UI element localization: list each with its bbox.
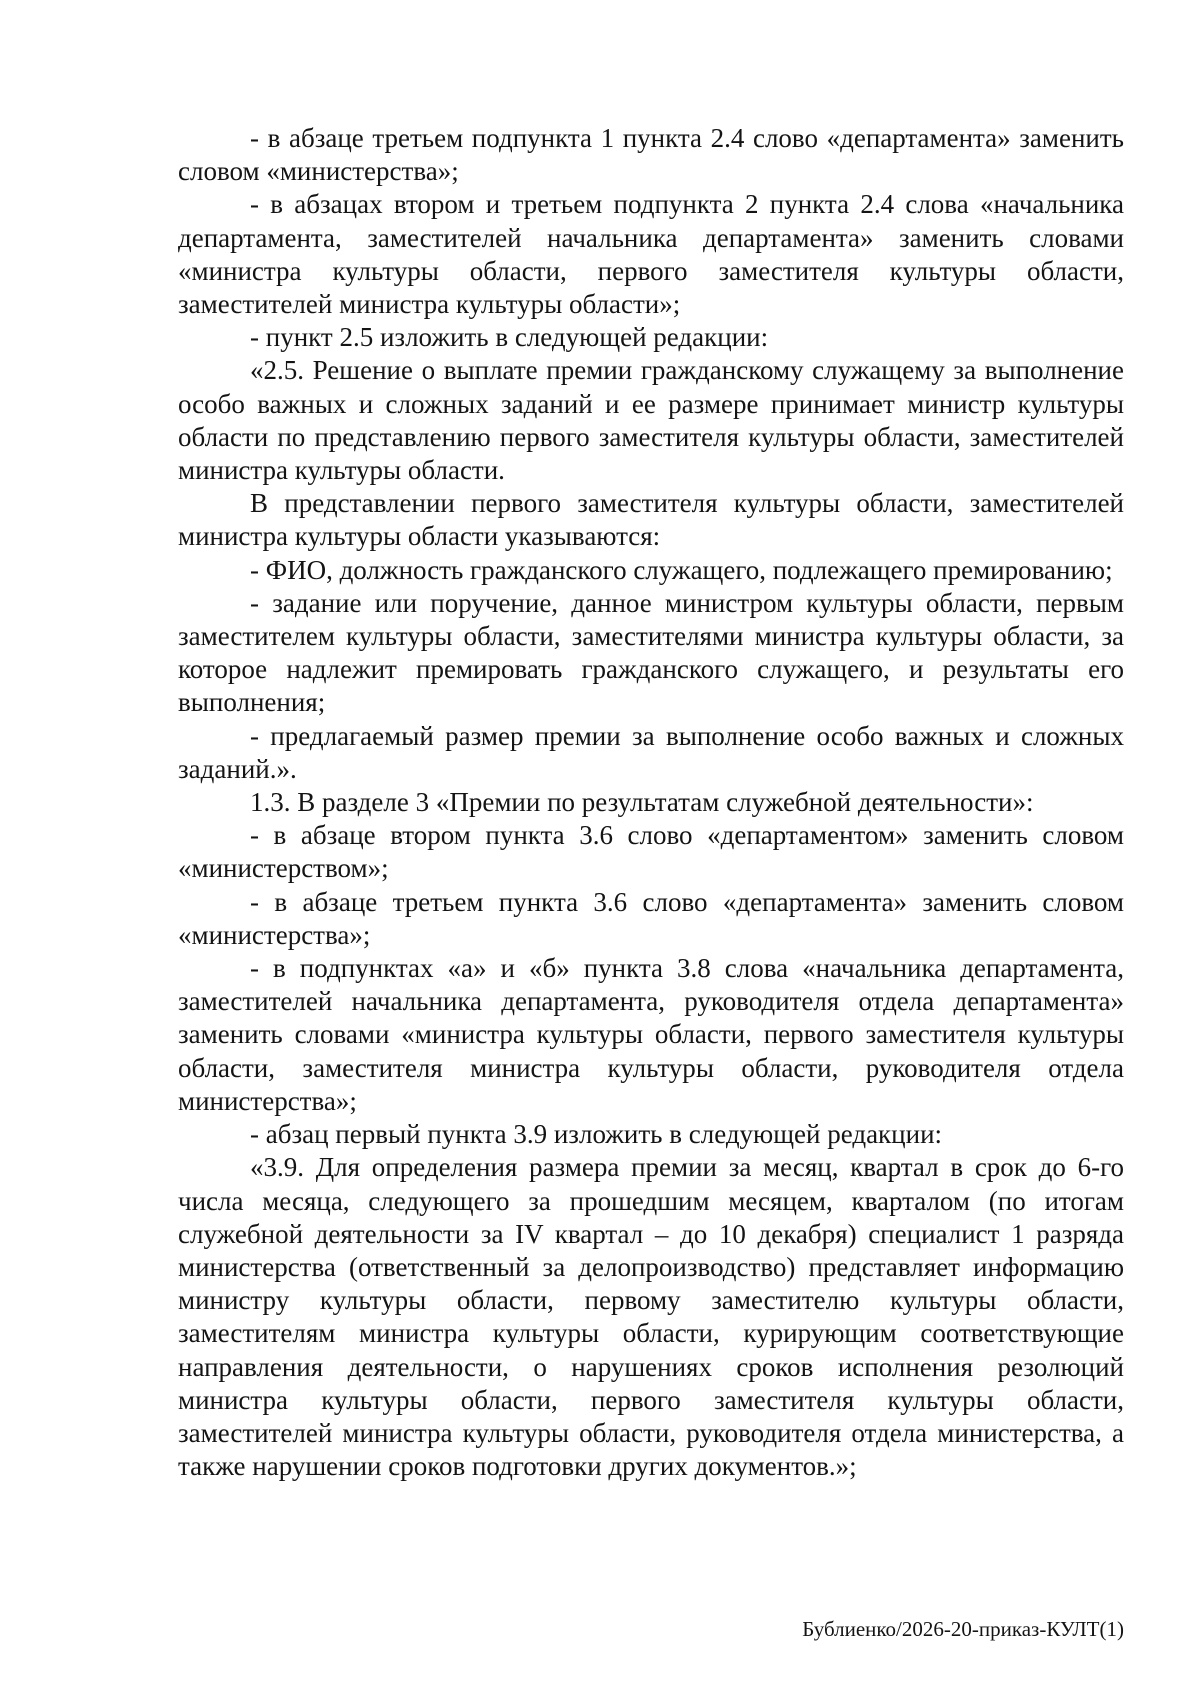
paragraph: - в абзацах втором и третьем подпункта 2 пункта 2.4 слова «начальника департамента, заместителей начальника департамента» заменить словами «министра культуры области, первого заместителя культуры области, заместителей министра культуры области»; (178, 189, 1124, 320)
paragraph: - предлагаемый размер премии за выполнение особо важных и сложных заданий.». (178, 720, 1124, 784)
paragraph: - в абзаце третьем подпункта 1 пункта 2.4 слово «департамента» заменить словом «министерства»; (178, 123, 1124, 187)
paragraph: 1.3. В разделе 3 «Премии по результатам служебной деятельности»: (250, 787, 1034, 818)
document-footer-id: Бублиенко/2026-20-приказ-КУЛТ(1) (802, 1617, 1124, 1641)
paragraph: - абзац первый пункта 3.9 изложить в следующей редакции: (250, 1119, 943, 1150)
paragraph: - в абзаце втором пункта 3.6 слово «департаментом» заменить словом «министерством»; (178, 820, 1124, 884)
paragraph: «2.5. Решение о выплате премии гражданскому служащему за выполнение особо важных и сложных заданий и ее размере принимает министр культуры области по представлению первого заместителя культуры области, заместителей министра культуры области. (178, 355, 1124, 486)
document-body (178, 122, 1124, 1483)
paragraph: - задание или поручение, данное министром культуры области, первым заместителем культуры области, заместителями министра культуры области, за которое надлежит премировать гражданского служащего, и результаты его выполнения; (178, 587, 1124, 718)
paragraph: - в абзаце третьем пункта 3.6 слово «департамента» заменить словом «министерства»; (178, 886, 1124, 950)
paragraph: - в подпунктах «а» и «б» пункта 3.8 слова «начальника департамента, заместителей начальника департамента, руководителя отдела департамента» заменить словами «министра культуры области, первого заместителя культуры области, заместителя министра культуры области, руководителя отдела министерства»; (178, 953, 1124, 1116)
paragraph: В представлении первого заместителя культуры области, заместителей министра культуры области указываются: (178, 488, 1124, 552)
paragraph: - ФИО, должность гражданского служащего, подлежащего премированию; (250, 554, 1113, 585)
paragraph: - пункт 2.5 изложить в следующей редакции: (250, 322, 769, 353)
paragraph: «3.9. Для определения размера премии за месяц, квартал в срок до 6-го числа месяца, следующего за прошедшим месяцем, кварталом (по итогам служебной деятельности за IV квартал – до 10 декабря) специалист 1 разряда министерства (ответственный за делопроизводство) представляет информацию министру культуры области, первому заместителю культуры области, заместителям министра культуры области, курирующим соответствующие направления деятельности, о нарушениях сроков исполнения резолюций министра культуры области, первого заместителя культуры области, заместителей министра культуры области, руководителя отдела министерства, а также нарушении сроков подготовки других документов.»; (178, 1152, 1124, 1482)
